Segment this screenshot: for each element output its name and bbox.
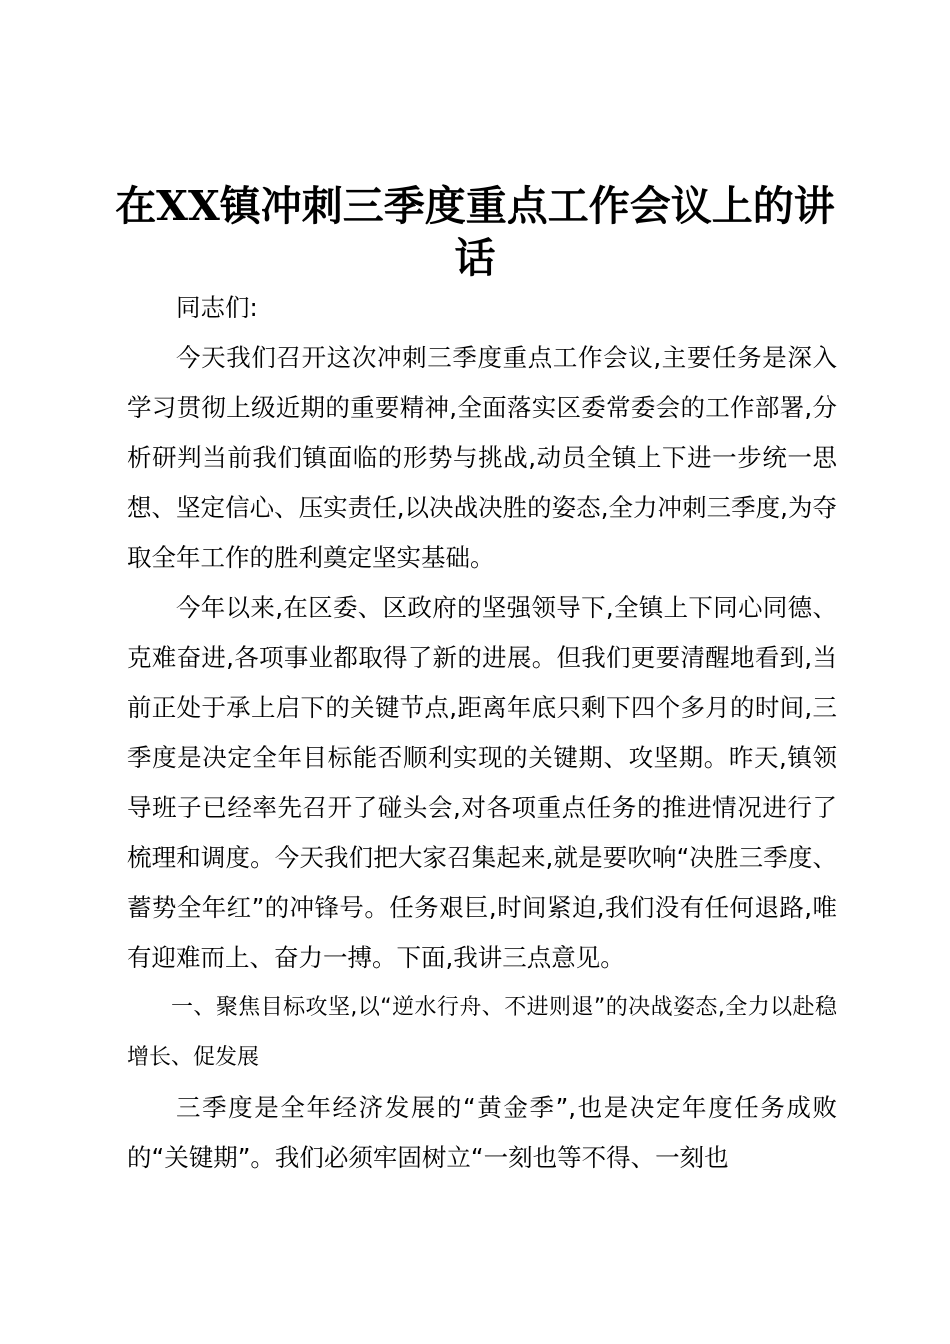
document-title: 在XX镇冲刺三季度重点工作会议上的讲话 [115, 182, 835, 282]
body-paragraph: 三季度是全年经济发展的“黄金季”,也是决定年度任务成败的“关键期”。我们必须牢固树立“一刻也等不得、一刻也 [127, 1093, 837, 1172]
body-paragraph: 今年以来,在区委、区政府的坚强领导下,全镇上下同心同德、克难奋进,各项事业都取得了新的进展。但我们更要清醒地看到,当前正处于承上启下的关键节点,距离年底只剩下四个多月的时间,三季度是决定全年目标能否顺利实现的关键期、攻坚期。昨天,镇领导班子已经率先召开了碰头会,对各项重点任务的推进情况进行了梳理和调度。今天我们把大家召集起来,就是要吹响“决胜三季度、蓄势全年红”的冲锋号。任务艰巨,时间紧迫,我们没有任何退路,唯有迎难而上、奋力一搏。下面,我讲三点意见。 [127, 593, 837, 972]
document-body [127, 283, 837, 1183]
salutation-paragraph: 同志们: [176, 293, 258, 322]
body-paragraph: 今天我们召开这次冲刺三季度重点工作会议,主要任务是深入学习贯彻上级近期的重要精神,全面落实区委常委会的工作部署,分析研判当前我们镇面临的形势与挑战,动员全镇上下进一步统一思想、坚定信心、压实责任,以决战决胜的姿态,全力冲刺三季度,为夺取全年工作的胜利奠定坚实基础。 [127, 343, 837, 572]
section-heading: 一、聚焦目标攻坚,以“逆水行舟、不进则退”的决战姿态,全力以赴稳增长、促发展 [127, 995, 837, 1070]
